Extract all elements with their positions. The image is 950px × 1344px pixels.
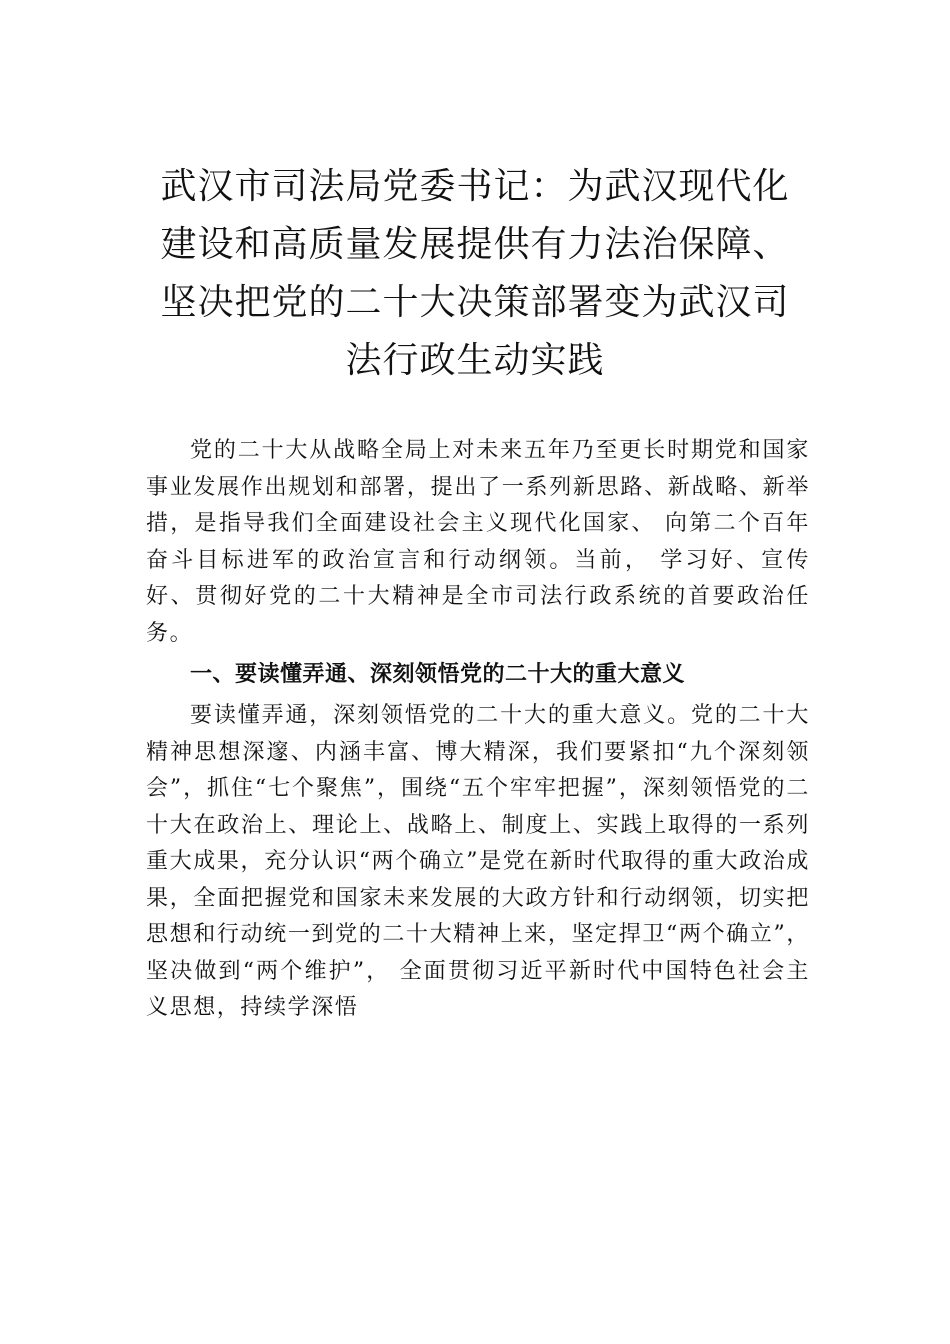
section-1-paragraph: 要读懂弄通，深刻领悟党的二十大的重大意义。党的二十大精神思想深邃、内涵丰富、博大精深，我们要紧扣“九个深刻领会”，抓住“七个聚焦”，围绕“五个牢牢把握”，深刻领悟党的二十大在政治上、理论上、战略上、制度上、实践上取得的一系列重大成果，充分认识“两个确立”是党在新时代取得的重大政治成果，全面把握党和国家未来发展的大政方针和行动纲领，切实把思想和行动统一到党的二十大精神上来，坚定捍卫“两个确立”，坚决做到“两个维护”， 全面贯彻习近平新时代中国特色社会主义思想，持续学深悟 [146, 703, 810, 1020]
intro-paragraph: 党的二十大从战略全局上对未来五年乃至更长时期党和国家事业发展作出规划和部署，提出了一系列新思路、新战略、新举措，是指导我们全面建设社会主义现代化国家、 向第二个百年奋斗目标进军的政治宣言和行动纲领。当前， 学习好、宣传好、贯彻好党的二十大精神是全市司法行政系统的首要政治任务。 [146, 438, 810, 646]
document-body [146, 433, 810, 1027]
section-heading-1: 一、要读懂弄通、深刻领悟党的二十大的重大意义 [190, 662, 686, 687]
document-title: 武汉市司法局党委书记：为武汉现代化建设和高质量发展提供有力法治保障、坚决把党的二十大决策部署变为武汉司法行政生动实践 [160, 166, 790, 381]
